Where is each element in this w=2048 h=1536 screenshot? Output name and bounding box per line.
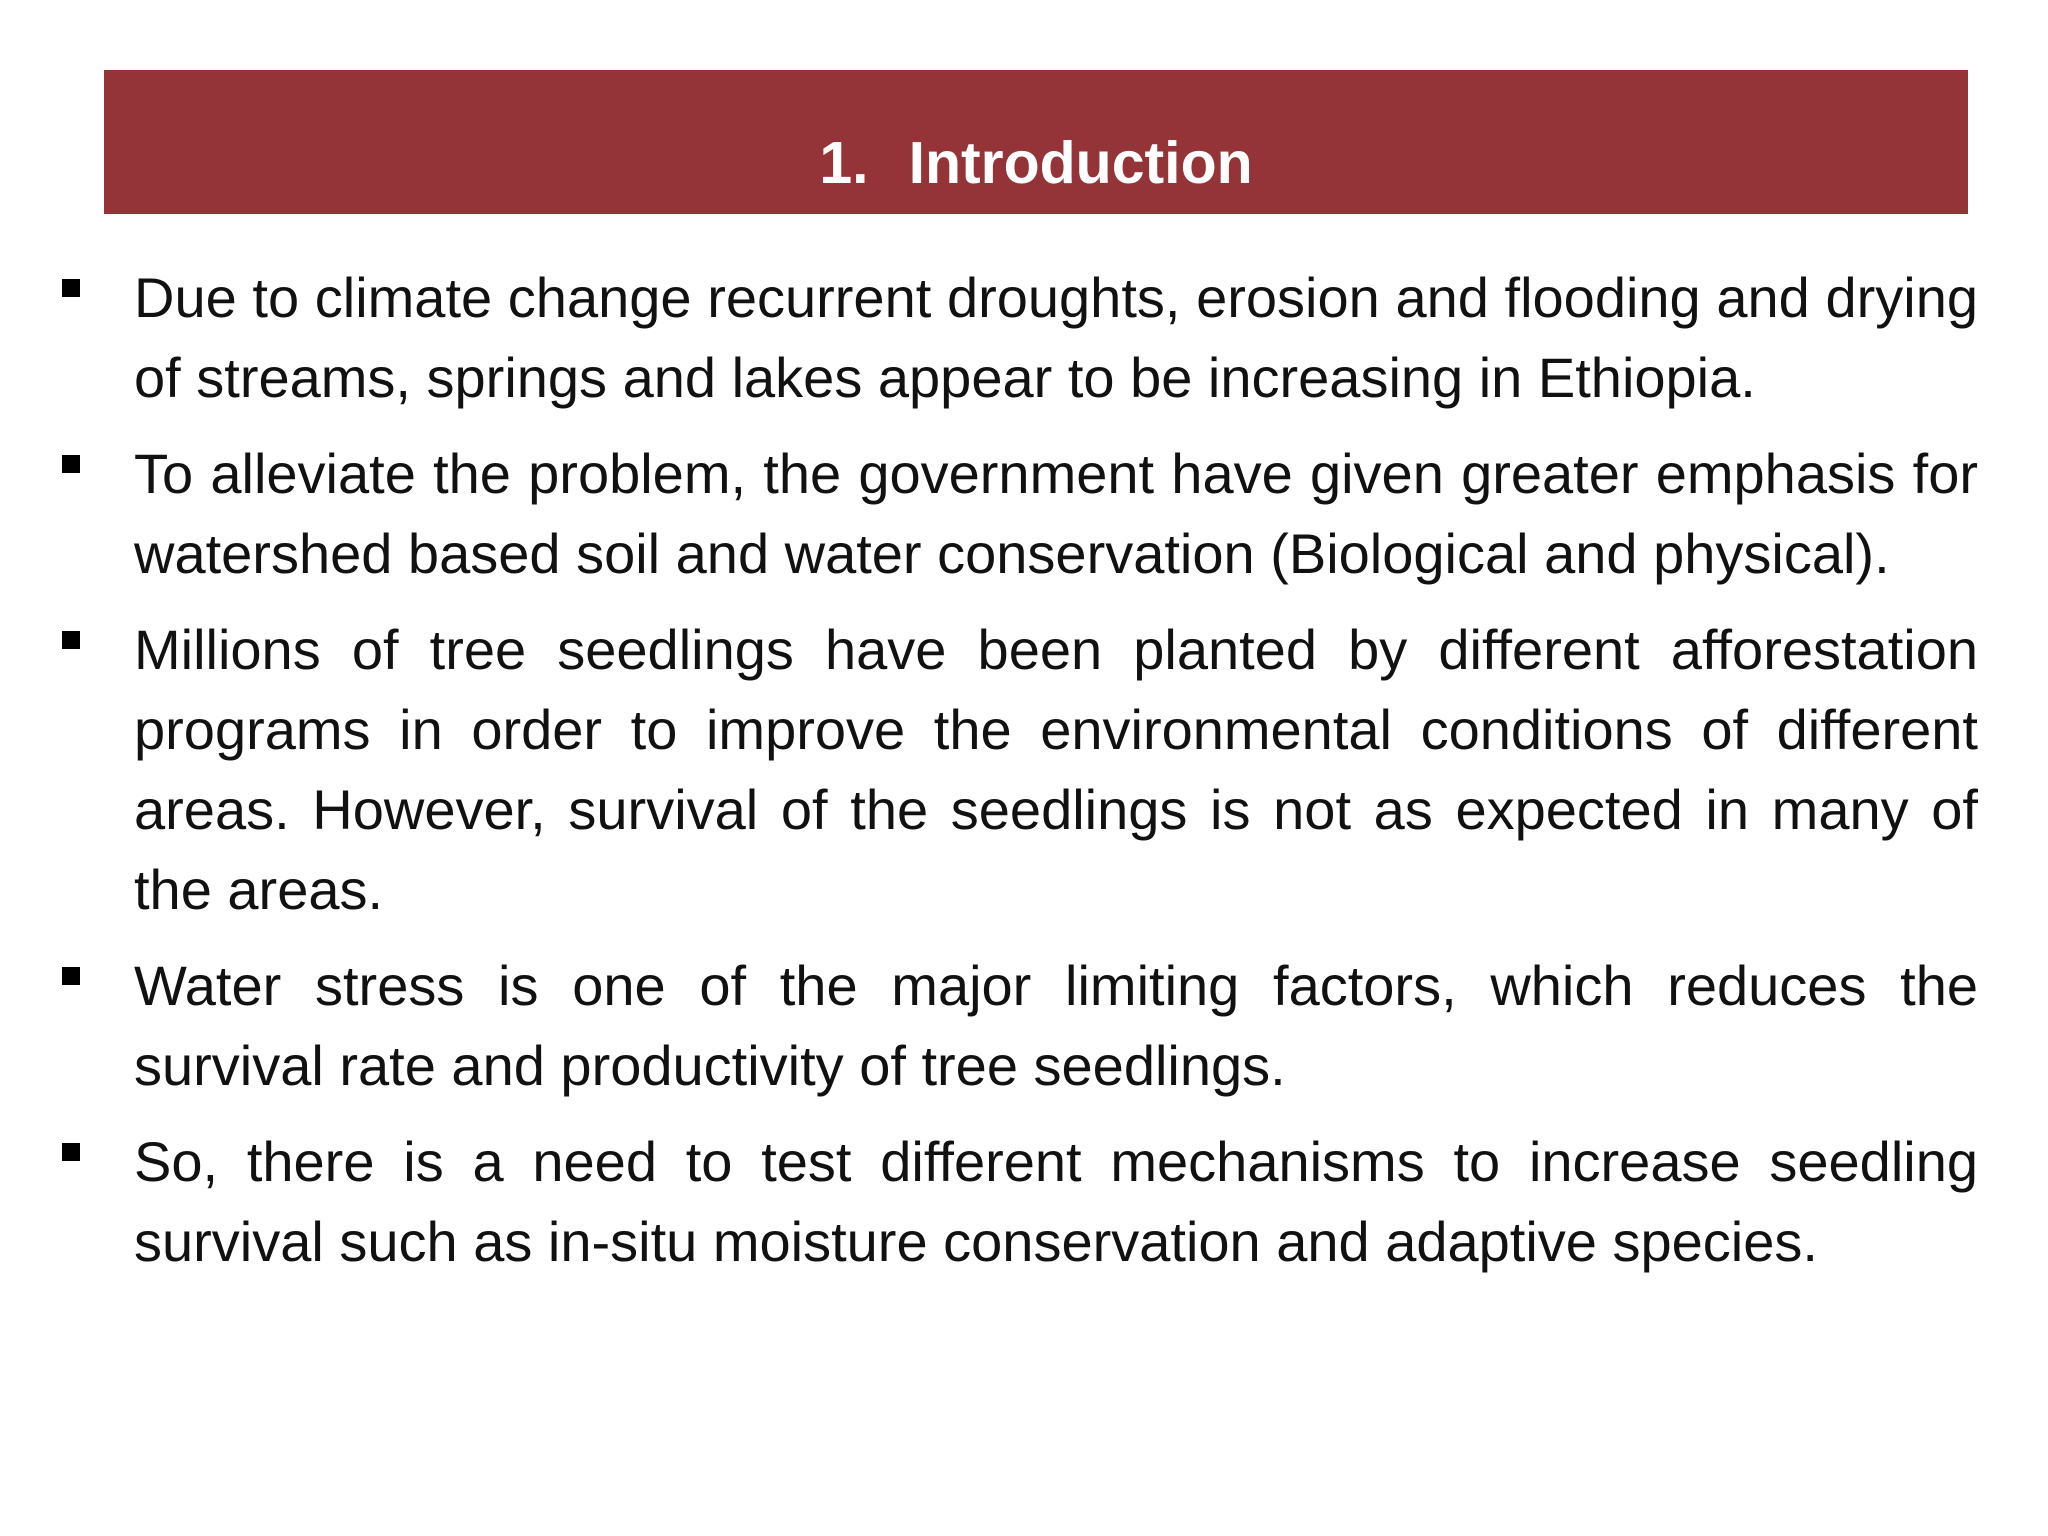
- bullet-list: [60, 258, 1978, 1298]
- title-bar: [104, 70, 1968, 214]
- bullet-item-5: [60, 1122, 1978, 1282]
- bullet-item-3: [60, 610, 1978, 930]
- bullet-text: Due to climate change recurrent droughts, erosion and flooding and drying of streams, springs and lakes appear to be increasing in Ethiopia.: [134, 266, 1978, 409]
- square-bullet-icon: [62, 455, 80, 473]
- bullet-text: To alleviate the problem, the government have given greater emphasis for watershed based soil and water conservation (Biological and physical).: [134, 442, 1978, 585]
- bullet-item-1: [60, 258, 1978, 418]
- bullet-text: So, there is a need to test different mechanisms to increase seedling survival such as in-situ moisture conservation and adaptive species.: [134, 1130, 1978, 1273]
- title-label: Introduction: [908, 130, 1253, 196]
- square-bullet-icon: [62, 967, 80, 985]
- bullet-item-2: [60, 434, 1978, 594]
- title-number: 1.: [819, 130, 869, 196]
- square-bullet-icon: [62, 631, 80, 649]
- square-bullet-icon: [62, 1143, 80, 1161]
- bullet-text: Water stress is one of the major limiting factors, which reduces the survival rate and productivity of tree seedlings.: [134, 954, 1978, 1097]
- bullet-text: Millions of tree seedlings have been planted by different afforestation programs in order to improve the environmental conditions of different areas. However, survival of the seedlings is not as expected in many of the areas.: [134, 618, 1978, 921]
- square-bullet-icon: [62, 279, 80, 297]
- slide-title: [104, 130, 1968, 196]
- bullet-item-4: [60, 946, 1978, 1106]
